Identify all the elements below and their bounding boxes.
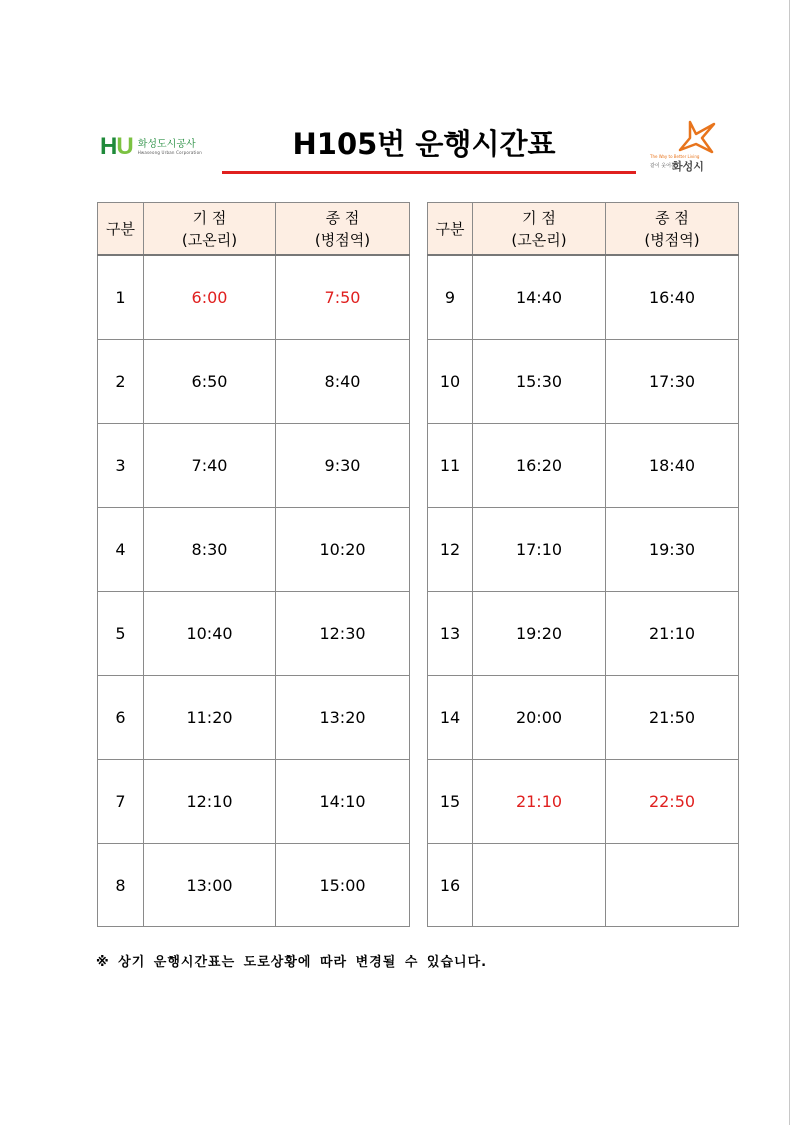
start-time: 12:10 [144, 760, 276, 844]
end-time: 8:40 [276, 340, 410, 424]
star-icon [676, 120, 716, 154]
start-time: 16:20 [473, 424, 606, 508]
row-number: 3 [98, 424, 144, 508]
header-end-place: (병점역) [644, 230, 700, 249]
table-row [428, 340, 739, 424]
header-start-place: (고온리) [511, 230, 567, 249]
start-time: 8:30 [144, 508, 276, 592]
header-start-label: 기 점 [192, 208, 227, 227]
logo-slogan-kr: 같이 웃어는 [650, 163, 676, 169]
table-row [98, 508, 410, 592]
end-time [606, 844, 739, 927]
row-number: 11 [428, 424, 473, 508]
table-row [428, 255, 739, 340]
end-time: 22:50 [606, 760, 739, 844]
logo-city-name: 화성시 [672, 160, 704, 173]
logo-text [138, 139, 202, 155]
title-underline [222, 171, 636, 174]
end-time: 17:30 [606, 340, 739, 424]
logo-english: Hwaseong Urban Corporation [137, 150, 202, 155]
table-row [98, 676, 410, 760]
table-row [98, 340, 410, 424]
header-end [276, 203, 410, 256]
row-number: 12 [428, 508, 473, 592]
table-row [428, 424, 739, 508]
page-title: H105번 운행시간표 [292, 127, 556, 161]
start-time: 13:00 [144, 844, 276, 927]
footnote: ※ 상기 운행시간표는 도로상황에 따라 변경될 수 있습니다. [96, 955, 488, 970]
end-time: 15:00 [276, 844, 410, 927]
start-time: 21:10 [473, 760, 606, 844]
end-time: 10:20 [276, 508, 410, 592]
start-time [473, 844, 606, 927]
row-number: 8 [98, 844, 144, 927]
header-start-place: (고온리) [181, 230, 238, 249]
start-time: 10:40 [144, 592, 276, 676]
start-time: 7:40 [144, 424, 276, 508]
header-start [144, 203, 276, 256]
start-time: 15:30 [473, 340, 606, 424]
row-number: 14 [428, 676, 473, 760]
table-row [98, 844, 410, 927]
page-edge [789, 0, 790, 1125]
end-time: 21:50 [606, 676, 739, 760]
start-time: 19:20 [473, 592, 606, 676]
table-row [428, 508, 739, 592]
end-time: 19:30 [606, 508, 739, 592]
table-row [98, 424, 410, 508]
table-row [98, 255, 410, 340]
start-time: 14:40 [473, 255, 606, 340]
timetable-right [427, 202, 739, 927]
header-start [473, 203, 606, 256]
row-number: 1 [98, 255, 144, 340]
end-time: 14:10 [276, 760, 410, 844]
start-time: 6:00 [144, 255, 276, 340]
header-start-label: 기 점 [522, 208, 556, 227]
header-row [428, 203, 739, 256]
header-end [606, 203, 739, 256]
end-time: 21:10 [606, 592, 739, 676]
end-time: 7:50 [276, 255, 410, 340]
table-row [428, 592, 739, 676]
end-time: 9:30 [276, 424, 410, 508]
hu-logo-mark: HU [100, 133, 133, 160]
row-number: 6 [98, 676, 144, 760]
row-number: 13 [428, 592, 473, 676]
header-end-label: 종 점 [325, 208, 360, 227]
row-number: 5 [98, 592, 144, 676]
row-number: 7 [98, 760, 144, 844]
header-row [98, 203, 410, 256]
start-time: 11:20 [144, 676, 276, 760]
row-number: 2 [98, 340, 144, 424]
row-number: 16 [428, 844, 473, 927]
start-time: 17:10 [473, 508, 606, 592]
header-index: 구분 [428, 203, 473, 256]
end-time: 16:40 [606, 255, 739, 340]
row-number: 15 [428, 760, 473, 844]
table-row [428, 844, 739, 927]
header-end-place: (병점역) [314, 230, 371, 249]
logo-slogan-en: The Way to Better Living [650, 154, 700, 159]
header-index: 구분 [98, 203, 144, 256]
table-row [98, 592, 410, 676]
table-row [428, 760, 739, 844]
end-time: 12:30 [276, 592, 410, 676]
header-end-label: 종 점 [655, 208, 689, 227]
row-number: 9 [428, 255, 473, 340]
hwaseong-urban-corp-logo [100, 134, 202, 160]
end-time: 13:20 [276, 676, 410, 760]
table-row [428, 676, 739, 760]
end-time: 18:40 [606, 424, 739, 508]
timetable-left [97, 202, 410, 927]
row-number: 4 [98, 508, 144, 592]
row-number: 10 [428, 340, 473, 424]
start-time: 6:50 [144, 340, 276, 424]
start-time: 20:00 [473, 676, 606, 760]
table-row [98, 760, 410, 844]
logo-name: 화성도시공사 [137, 139, 196, 150]
hwaseong-city-logo [650, 120, 720, 172]
